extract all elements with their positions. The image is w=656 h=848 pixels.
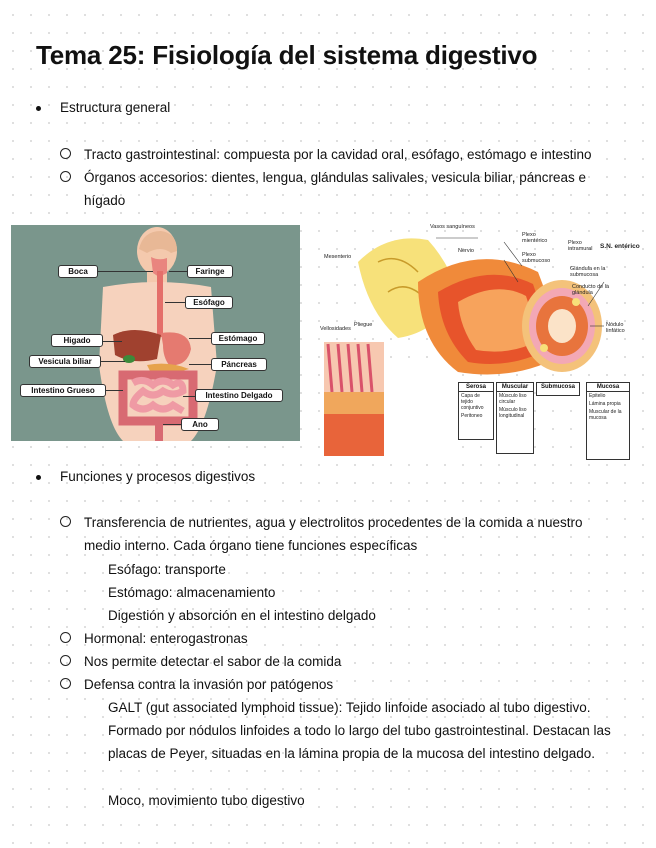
hollow-bullet-icon [60,171,71,182]
list-item-text: Nos permite detectar el sabor de la comida [84,654,342,669]
label-mesenterio: Mesenterio [324,254,352,260]
legend-head: Submucosa [540,384,575,390]
bullet-dot-icon [36,106,41,111]
sub-item-estomago: Estómago: almacenamiento [108,585,276,600]
legend-line: Peritoneo [461,413,483,419]
section1-heading: Estructura general [60,100,171,115]
label-estomago: Estómago [211,332,265,345]
label-intestino-delgado: Intestino Delgado [195,389,283,402]
leader-line [165,302,185,303]
leader-line [103,390,123,391]
digestive-system-diagram [11,225,300,441]
label-plexo-intramural: Plexo intramural [568,240,593,252]
legend-line: Capa de tejido conjuntivo [461,393,484,411]
leader-line [189,338,211,339]
label-boca: Boca [58,265,98,278]
list-item-text: Defensa contra la invasión por patógenos [84,677,334,692]
list-item-text: Transferencia de nutrientes, agua y electrolitos procedentes de la comida a nuestro medio interno. Cada órgano tiene funciones específicas [84,515,583,553]
label-pliegue: Pliegue [354,322,373,328]
label-nervio: Nervio [458,248,474,254]
label-sn-enterico: S.N. entérico [600,243,640,250]
list-item-text: Tracto gastrointestinal: compuesta por la cavidad oral, esófago, estómago e intestino [84,147,592,162]
legend-line: Músculo liso circular [499,393,527,405]
label-faringe: Faringe [187,265,233,278]
intestinal-wall-diagram [318,222,650,462]
leader-line [99,361,125,362]
label-plexo-submucoso: Plexo submucoso [522,252,551,264]
legend-mucosa [586,382,630,460]
label-intestino-grueso: Intestino Grueso [20,384,106,397]
label-higado: Higado [51,334,103,347]
sub-item-moco: Moco, movimiento tubo digestivo [108,793,305,808]
leader-line [97,271,153,272]
list-item-text: Órganos accesorios: dientes, lengua, glándulas salivales, vesicula biliar, páncreas e hígado [84,170,587,208]
legend-head: Mucosa [587,383,629,392]
legend-muscular [496,382,534,454]
label-plexo-mienterico: Plexo mientérico [522,232,548,244]
sub-item-esofago: Esófago: transporte [108,562,226,577]
section2-heading: Funciones y procesos digestivos [60,469,256,484]
hollow-bullet-icon [60,632,71,643]
label-nodulo: Nódulo linfático [606,322,625,334]
hollow-bullet-icon [60,678,71,689]
label-vesicula: Vesicula biliar [29,355,101,368]
leader-line [163,424,183,425]
hollow-bullet-icon [60,516,71,527]
legend-head: Muscular [497,383,533,392]
label-glandula: Glándula en la submucosa [570,266,606,278]
legend-head: Serosa [459,383,493,392]
label-esofago: Esófago [185,296,233,309]
bullet-dot-icon [36,475,41,480]
legend-line: Epitelio [589,393,606,399]
sub-item-galt: GALT (gut associated lymphoid tissue): Tejido linfoide asociado al tubo digestivo. Formado por nódulos linfoides a todo lo largo del tubo gastrointestinal. Destacan las placas de Peyer, situadas en la lámina propia de la mucosa del intestino delgado. [108,700,611,761]
legend-serosa [458,382,494,440]
label-pancreas: Páncreas [211,358,267,371]
leader-line [169,271,189,272]
page-title: Tema 25: Fisiología del sistema digestivo [36,40,538,70]
legend-line: Músculo liso longitudinal [499,407,527,419]
label-vellosidades: Vellosidades [320,326,351,332]
label-conducto: Conducto de la glándula [572,284,609,296]
list-item-text: Hormonal: enterogastronas [84,631,248,646]
leader-line [102,341,122,342]
label-vasos: Vasos sanguíneos [430,224,475,230]
legend-submucosa [536,382,580,396]
label-ano: Ano [181,418,219,431]
legend-line: Lámina propia [589,401,621,407]
leader-line [189,364,211,365]
hollow-bullet-icon [60,148,71,159]
legend-line: Muscular de la mucosa [589,409,622,421]
hollow-bullet-icon [60,655,71,666]
sub-item-digestion: Digestión y absorción en el intestino delgado [108,608,376,623]
